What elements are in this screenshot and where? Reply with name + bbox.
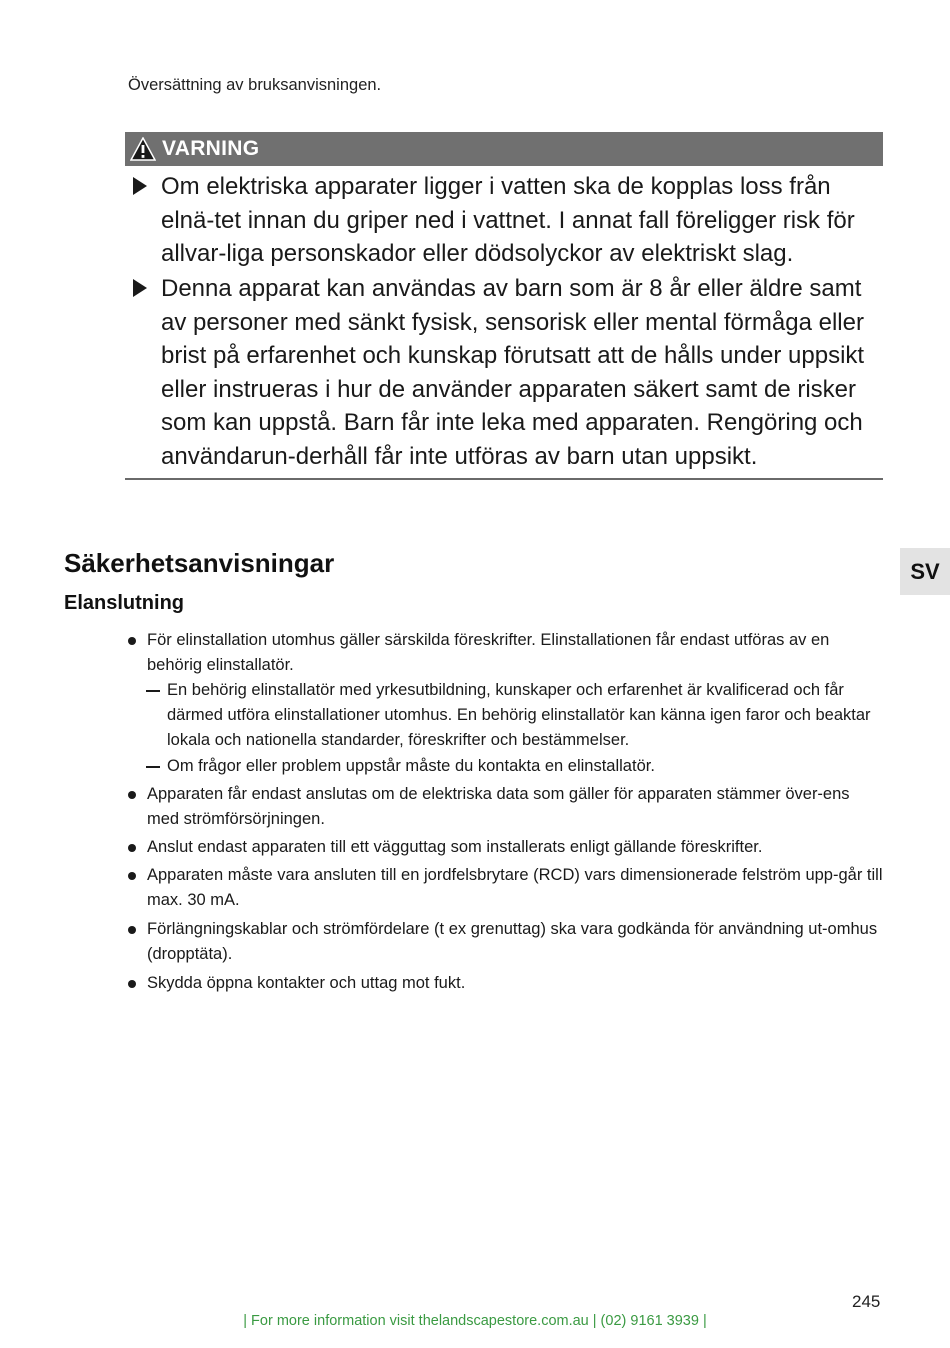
warning-title: VARNING [162, 137, 260, 160]
dash-bullet-icon [146, 766, 160, 768]
list-item [126, 863, 886, 913]
list-item [126, 628, 886, 678]
list-item-text: För elinstallation utomhus gäller särskilda föreskrifter. Elinstallationen får endast utföras av en behörig elinstallatör. [147, 631, 830, 675]
list-item-text: Apparaten måste vara ansluten till en jordfelsbrytare (RCD) vars dimensionerade felström upp-går till max. 30 mA. [147, 866, 883, 910]
dash-bullet-icon [146, 690, 160, 692]
bullet-dot-icon [128, 980, 136, 988]
list-item-text: Skydda öppna kontakter och uttag mot fukt. [147, 974, 466, 992]
triangle-bullet-icon [133, 177, 147, 195]
list-item-text: Förlängningskablar och strömfördelare (t ex grenuttag) ska vara godkända för användning ut-omhus (dropptäta). [147, 920, 878, 964]
list-item [126, 971, 886, 996]
list-item [126, 917, 886, 967]
sub-list-item [146, 678, 886, 754]
sub-list-item-text: En behörig elinstallatör med yrkesutbildning, kunskaper och erfarenhet är kvalificerad och får därmed utföra elinstallationer utomhus. En behörig elinstallatör kan känna igen faror och beaktar lokala och nationella standarder, föreskrifter och bestämmelser. [167, 681, 871, 750]
footer-contact: | For more information visit thelandscapestore.com.au | (02) 9161 3939 | [243, 1313, 707, 1329]
bullet-dot-icon [128, 844, 136, 852]
page-number: 245 [852, 1292, 881, 1311]
bullet-dot-icon [128, 791, 136, 799]
warning-divider [125, 478, 883, 480]
warning-item-text: Om elektriska apparater ligger i vatten ska de kopplas loss från elnä-tet innan du griper ned i vattnet. I annat fall föreligger risk för allvar-liga personskador eller dödsolyckor av elektriskt slag. [161, 173, 855, 267]
warning-item [133, 272, 883, 473]
list-item [126, 835, 886, 860]
language-tab: SV [900, 548, 950, 595]
bullet-dot-icon [128, 872, 136, 880]
translation-note: Översättning av bruksanvisningen. [128, 76, 382, 94]
sub-list-item-text: Om frågor eller problem uppstår måste du kontakta en elinstallatör. [167, 757, 655, 775]
list-item-text: Apparaten får endast anslutas om de elektriska data som gäller för apparaten stämmer över-ens med strömförsörjningen. [147, 785, 850, 829]
warning-header [125, 132, 883, 166]
section-heading: Säkerhetsanvisningar [64, 548, 335, 578]
warning-item-text: Denna apparat kan användas av barn som är 8 år eller äldre samt av personer med sänkt fysisk, sensorisk eller mental förmåga eller brist på erfarenhet och kunskap förutsatt att de hålls under uppsikt eller instrueras i hur de använder apparaten säkert samt de risker som kan uppstå. Barn får inte leka med apparaten. Rengöring och användarun-derhåll får inte utföras av barn utan uppsikt. [161, 275, 865, 470]
warning-item [133, 170, 883, 271]
triangle-bullet-icon [133, 279, 147, 297]
warning-icon [130, 137, 156, 161]
bullet-dot-icon [128, 926, 136, 934]
bullet-dot-icon [128, 637, 136, 645]
list-item-text: Anslut endast apparaten till ett vägguttag som installerats enligt gällande föreskrifter. [147, 838, 763, 856]
subsection-heading: Elanslutning [64, 592, 184, 614]
list-item [126, 782, 886, 832]
sub-list-item [146, 754, 886, 779]
